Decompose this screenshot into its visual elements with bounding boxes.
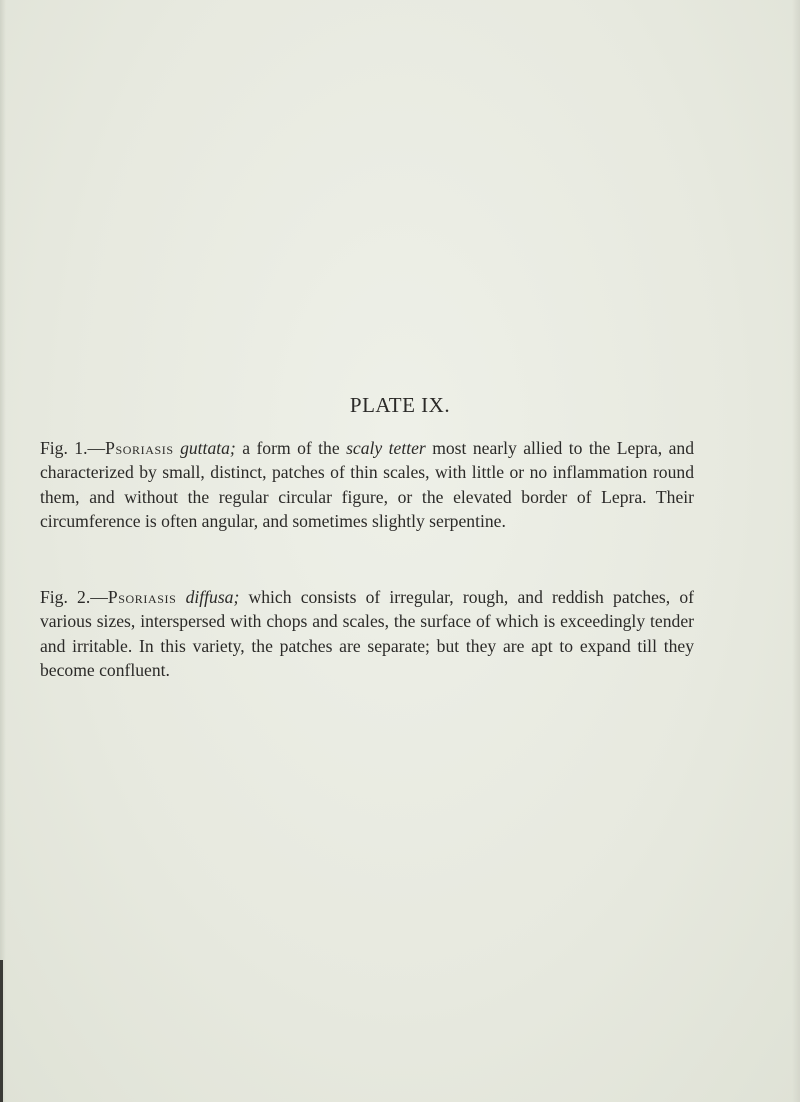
- plate-title: PLATE IX.: [349, 393, 451, 417]
- figure-1-variety: guttata;: [180, 438, 236, 458]
- left-page-edge: [0, 0, 6, 1102]
- figure-2-description: [40, 585, 694, 683]
- figure-1-label: Fig. 1.—: [40, 438, 106, 458]
- figure-1-name: Psoriasis: [105, 438, 174, 458]
- figure-2-name: Psoriasis: [107, 587, 177, 607]
- figure-2-label: Fig. 2.—: [40, 587, 108, 607]
- figure-1-text-a: a form of the: [235, 438, 347, 458]
- binding-shadow: [0, 960, 3, 1102]
- figure-2-variety: diffusa;: [185, 587, 240, 607]
- figure-1-text-b: most nearly allied to the Lepra, and characterized by small, distinct, patches of thin scales, with little or no inflammation round them, and without the regular circular figure, or the elevated border of Lepra. Their circumference is often angular, and sometimes slightly serpentine.: [40, 438, 695, 532]
- figure-2-text-a: which consists of irregular, rough, and reddish patches, of various sizes, interspersed with chops and scales, the surface of which is exceedingly tender and irritable. In this variety, the patches are separate; but they are apt to expand till they become confluent.: [40, 587, 695, 681]
- figure-1-description: [40, 436, 694, 534]
- right-page-edge: [792, 0, 800, 1102]
- figure-1-term: scaly tetter: [346, 438, 426, 458]
